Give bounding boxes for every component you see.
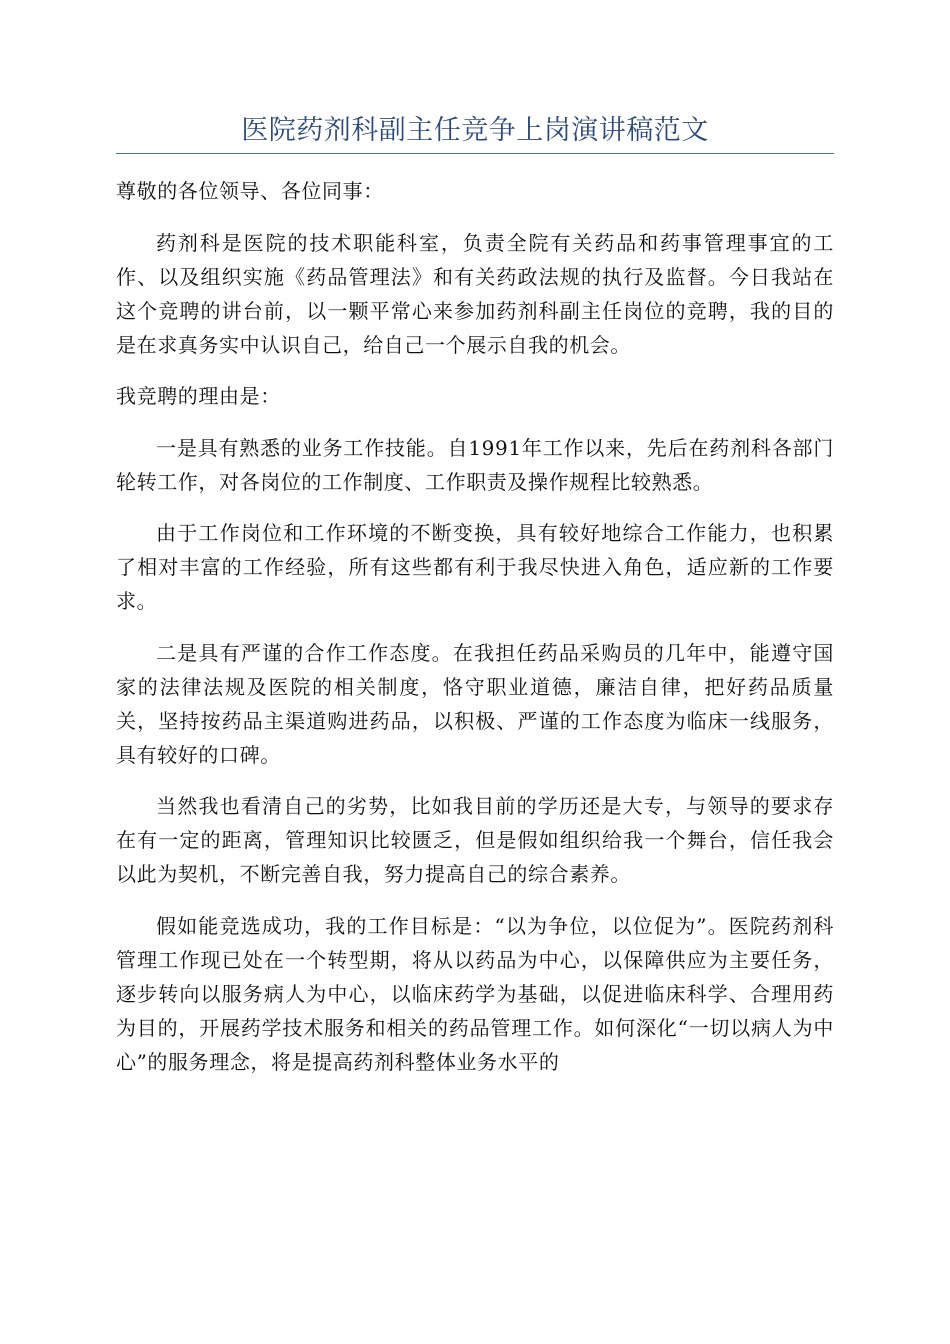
paragraph-goals: 假如能竞选成功，我的工作目标是：“以为争位，以位促为”。医院药剂科管理工作现已处在一个转型期，将从以药品为中心，以保障供应为主要任务，逐步转向以服务病人为中心，以临床药学为基础，以促进临床科学、合理用药为目的，开展药学技术服务和相关的药品管理工作。如何深化“一切以病人为中心”的服务理念，将是提高药剂科整体业务水平的 — [116, 913, 834, 1074]
document-title: 医院药剂科副主任竞争上岗演讲稿范文 — [241, 115, 709, 146]
paragraph-reason-1b: 由于工作岗位和工作环境的不断变换，具有较好地综合工作能力，也积累了相对丰富的工作经验，所有这些都有利于我尽快进入角色，适应新的工作要求。 — [116, 521, 834, 613]
reasons-heading: 我竞聘的理由是： — [116, 384, 281, 408]
paragraph-intro: 药剂科是医院的技术职能科室，负责全院有关药品和药事管理事宜的工作、以及组织实施《药品管理法》和有关药政法规的执行及监督。今日我站在这个竞聘的讲台前，以一颗平常心来参加药剂科副主任岗位的竞聘，我的目的是在求真务实中认识自己，给自己一个展示自我的机会。 — [116, 230, 834, 357]
paragraph-reason-1: 一是具有熟悉的业务工作技能。自1991年工作以来，先后在药剂科各部门轮转工作，对各岗位的工作制度、工作职责及操作规程比较熟悉。 — [116, 435, 834, 494]
salutation: 尊敬的各位领导、各位同事： — [116, 179, 384, 203]
paragraph-weakness: 当然我也看清自己的劣势，比如我目前的学历还是大专，与领导的要求存在有一定的距离，管理知识比较匮乏，但是假如组织给我一个舞台，信任我会以此为契机，不断完善自我，努力提高自己的综合素养。 — [116, 794, 834, 886]
title-underline — [116, 153, 834, 154]
document-body — [116, 174, 834, 1096]
paragraph-reason-2: 二是具有严谨的合作工作态度。在我担任药品采购员的几年中，能遵守国家的法律法规及医院的相关制度，恪守职业道德，廉洁自律，把好药品质量关，坚持按药品主渠道购进药品，以积极、严谨的工作态度为临床一线服务，具有较好的口碑。 — [116, 640, 834, 767]
